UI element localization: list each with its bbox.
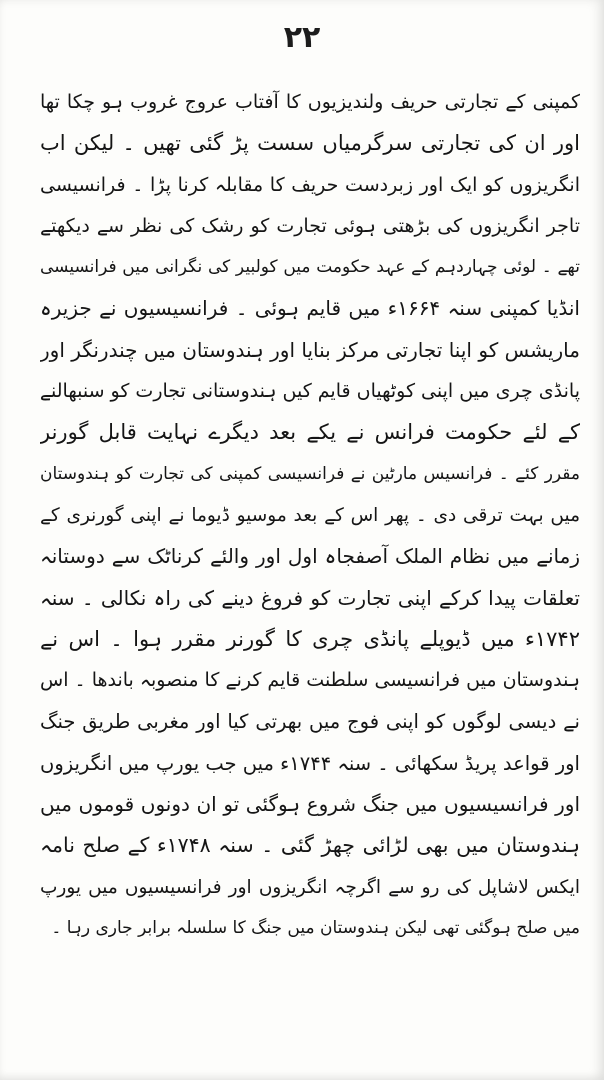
text-line: میں بہت ترقی دی ۔ پھر اس کے بعد موسیو ڈیوما نے اپنی گورنری کے xyxy=(40,504,580,526)
body-text xyxy=(40,82,580,949)
text-line: نے دیسی لوگوں کو اپنی فوج میں بھرتی کیا اور مغربی طریق جنگ xyxy=(40,710,580,734)
text-line: تاجر انگریزوں کی بڑھتی ہوئی تجارت کو رشک کی نظر سے دیکھتے xyxy=(40,214,580,237)
text-line: پانڈی چری میں اپنی کوٹھیاں قایم کیں ہندوستانی تجارت کو سنبھالنے xyxy=(40,380,580,403)
text-line: ہندوستان میں فرانسیسی سلطنت قایم کرنے کا منصوبہ باندھا ۔ اس xyxy=(40,669,580,692)
text-line: تھے ۔ لوئی چہاردہم کے عہد حکومت میں کولبیر کی نگرانی میں فرانسیسی xyxy=(40,257,580,278)
text-line: تعلقات پیدا کرکے اپنی تجارت کو فروغ دینے کی راہ نکالی ۔ سنہ xyxy=(40,585,580,610)
text-line: اور ان کی تجارتی سرگرمیاں سست پڑ گئی تھیں ۔ لیکن اب xyxy=(40,131,580,156)
text-line: کے لئے حکومت فرانس نے یکے بعد دیگرے نہایت قابل گورنر xyxy=(40,420,580,445)
text-line: ایکس لاشاپل کی رو سے اگرچہ انگریزوں اور فرانسیسیوں میں یورپ xyxy=(40,876,580,898)
page-number: ۲۲ xyxy=(283,20,321,55)
text-line: ۱۷۴۲ء میں ڈیوپلے پانڈی چری کا گورنر مقرر ہوا ۔ اس نے xyxy=(40,626,580,651)
text-line: زمانے میں نظام الملک آصفجاہ اول اور والئے کرناٹک سے دوستانہ xyxy=(40,544,580,569)
text-line: مقرر کئے ۔ فرانسیس مارٹین نے فرانسیسی کمپنی کی تجارت کو ہندوستان xyxy=(40,463,580,484)
text-line: انگریزوں کو ایک اور زبردست حریف کا مقابلہ کرنا پڑا ۔ فرانسیسی xyxy=(40,173,580,196)
text-line: ماریشس کو اپنا تجارتی مرکز بنایا اور ہندوستان میں چندرنگر اور xyxy=(40,337,580,362)
text-line: اور قواعد پریڈ سکھائی ۔ سنہ ۱۷۴۴ء میں جب یورپ میں انگریزوں xyxy=(40,751,580,775)
text-line: میں صلح ہوگئی تھی لیکن ہندوستان میں جنگ کا سلسلہ برابر جاری رہا ۔ xyxy=(51,917,580,938)
text-line: انڈیا کمپنی سنہ ۱۶۶۴ء میں قایم ہوئی ۔ فرانسیسیوں نے جزیرہ xyxy=(40,296,580,321)
text-line: اور فرانسیسیوں میں جنگ شروع ہوگئی تو ان دونوں قوموں میں xyxy=(40,792,580,817)
text-line: ہندوستان میں بھی لڑائی چھڑ گئی ۔ سنہ ۱۷۴۸ء کے صلح نامہ xyxy=(40,833,580,858)
text-line: کمپنی کے تجارتی حریف ولندیزیوں کا آفتاب عروج غروب ہو چکا تھا xyxy=(40,91,580,113)
